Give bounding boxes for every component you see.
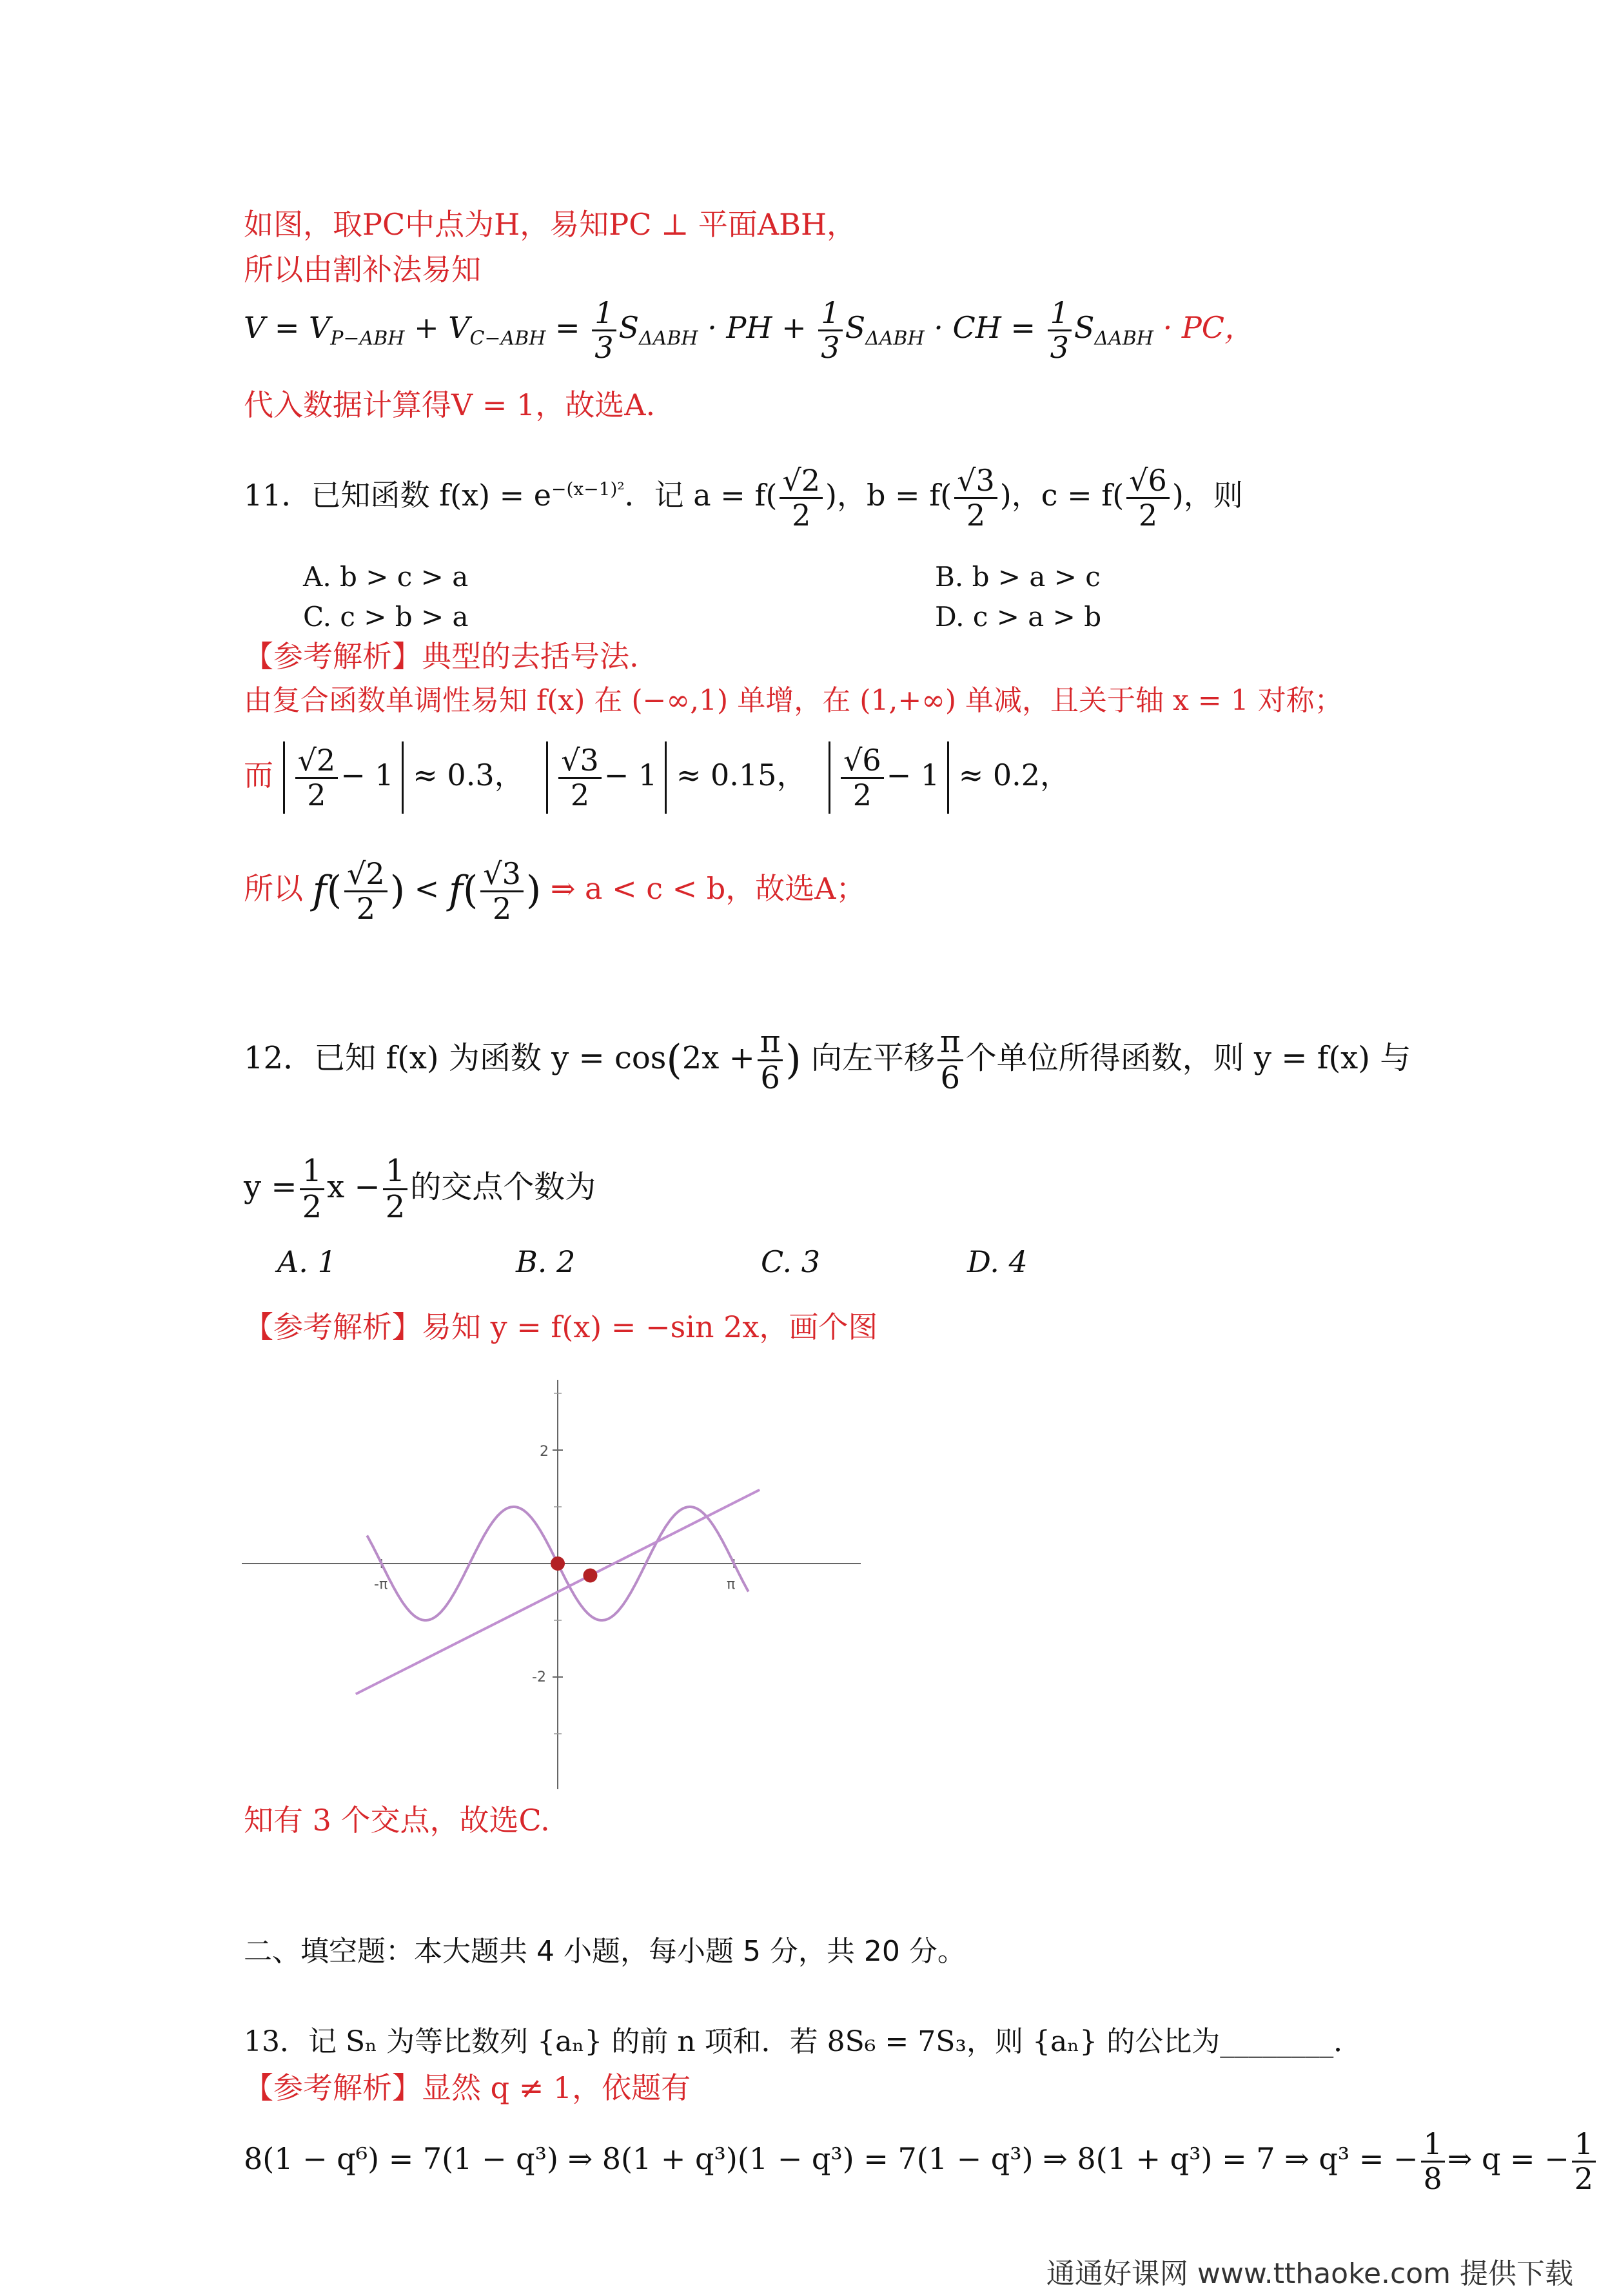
q11-option-b: B. b > a > c	[935, 561, 1101, 593]
y-tick-label-2: 2	[540, 1444, 549, 1460]
analysis-tag: 【参考解析】	[244, 2070, 422, 2105]
q12-analysis: 【参考解析】易知 y = f(x) = −sin 2x，画个图	[244, 1310, 878, 1344]
q12-conclusion: 知有 3 个交点，故选C.	[244, 1803, 550, 1838]
q13-analysis: 【参考解析】显然 q ≠ 1，依题有	[244, 2070, 691, 2105]
solution10-line2: 所以由割补法易知	[244, 252, 481, 287]
q13-stem: 13．记 Sₙ 为等比数列 {aₙ} 的前 n 项和．若 8S₆ = 7S₃，则 {aₙ} 的公比为________．	[244, 2025, 1362, 2058]
solution10-volume-formula: $V = V_{P-ABH} + V_{C-ABH}$ = $\frac{1}{3}$ $S_{\Delta ABH}$ · PH + $\frac{1}{3}$ $S_{\Delta ABH}$ · CH = $\frac{1}{3}$ $S_{\Delta ABH}$ · PC，	[244, 295, 1254, 365]
q11-stem: 11．已知函数 $f(x) = e^{-(x-1)^2}$．记 a = f( $\frac{√2}{2}$ )，b = f( $\frac{√3}{2}$ )，c = f( $\frac{√6}{2}$ )，则	[244, 463, 1243, 533]
section2-title: 二、填空题：本大题共 4 小题，每小题 5 分，共 20 分。	[244, 1935, 966, 1968]
q12-option-c: C. 3	[761, 1244, 821, 1279]
intersection-point-1	[551, 1556, 565, 1571]
q11-analysis: 【参考解析】典型的去括号法.	[244, 639, 639, 674]
q12-stem-line2: y = $\frac{1}{2}$ x − $\frac{1}{2}$ 的交点个数为	[244, 1153, 596, 1225]
solution10-line1: 如图，取PC中点为H，易知PC ⊥ 平面ABH，	[244, 207, 857, 242]
intersection-point-2	[583, 1568, 597, 1582]
q12-option-d: D. 4	[967, 1244, 1028, 1279]
q12-option-a: A. 1	[277, 1244, 337, 1279]
analysis-tag: 【参考解析】	[244, 1310, 422, 1344]
q11-distance-line: 而 $\frac{√2}{2}$ − 1 ≈ 0.3， $\frac{√3}{2}$ − 1 ≈ 0.15， $\frac{√6}{2}$ − 1 ≈ 0.2，	[244, 741, 1070, 814]
q11-option-a: A. b > c > a	[303, 561, 469, 593]
solution10-line4: 代入数据计算得V = 1，故选A.	[244, 388, 656, 422]
q11-monotonic-line: 由复合函数单调性易知 f(x) 在 (−∞,1) 单增，在 (1,+∞) 单减，且关于轴 x = 1 对称；	[244, 684, 1343, 717]
x-tick-label-minus-pi: -π	[374, 1576, 388, 1593]
x-tick-label-pi: π	[727, 1576, 736, 1593]
q12-stem-line1: 12．已知 f(x) 为函数 y = cos(2x + $\frac{\pi}{6}$ ) 向左平移 $\frac{\pi}{6}$ 个单位所得函数，则 y = f(x) 与	[244, 1024, 1411, 1096]
q13-formula: 8(1 − q⁶) = 7(1 − q³) ⇒ 8(1 + q³)(1 − q³) = 7(1 − q³) ⇒ 8(1 + q³) = 7 ⇒ q³ = − $\frac{1}{8}$ ⇒ q = − $\frac{1}{2}$	[244, 2128, 1598, 2195]
q11-option-d: D. c > a > b	[935, 601, 1102, 633]
q11-conclusion: 所以 f( $\frac{√2}{2}$ ) < f( $\frac{√3}{2}$ ) ⇒ a < c < b，故选A；	[244, 856, 866, 926]
analysis-tag: 【参考解析】	[244, 639, 422, 674]
footer-watermark: 通通好课网 www.tthaoke.com 提供下载	[1046, 2257, 1573, 2290]
graph-axes	[242, 1380, 861, 1789]
q12-function-graph	[242, 1373, 867, 1792]
y-tick-label-minus2: -2	[532, 1669, 546, 1685]
q12-option-b: B. 2	[516, 1244, 576, 1279]
q11-option-c: C. c > b > a	[303, 601, 469, 633]
